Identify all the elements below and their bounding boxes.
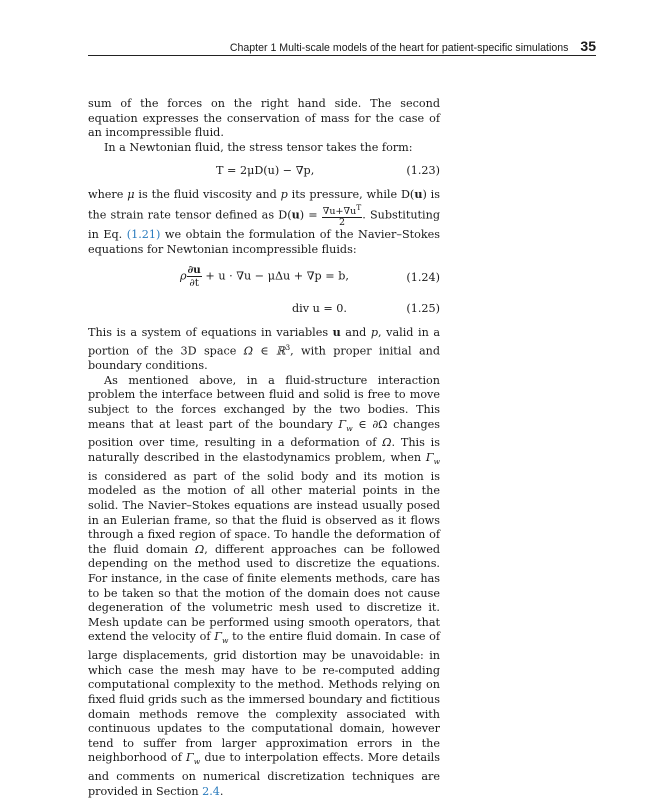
equation-1-25 [88,299,440,320]
equation-1-23 [88,161,440,182]
running-header [88,38,596,54]
paragraph-2: In a Newtonian fluid, the stress tensor takes the form: [104,140,413,154]
equation-1-24-expr: ρ $\frac{\partial u}{\partial t}$ + u · ∇u − μΔu + ∇p = b, [180,264,349,290]
equation-1-23-expr: T = 2μD(u) − ∇p, [216,164,315,178]
header-rule [88,55,596,56]
equation-ref-1-21[interactable]: (1.21) [126,228,161,242]
equation-1-24 [88,263,440,293]
equation-1-25-number: (1.25) [406,302,440,316]
equation-1-23-number: (1.23) [406,164,440,178]
paragraph-5: As mentioned above, in a fluid-structure interaction problem the interface between fluid and solid is free to move subject to the forces exchanged by the two bodies. This means that at least part of the boundary $\Gamma_w$ ∈ ∂Ω changes position over time, resulting in a deformation of Ω. This is naturally described in the elastodynamics problem, when $\Gamma_w$ is considered as part of the solid body and its motion is modeled as the motion of all other material points in the solid. The Navier–Stokes equations are instead usually posed in an Eulerian frame, so that the fluid is observed as it flows through a fixed region of space. To handle the deformation of the fluid domain Ω, different approaches can be followed depending on the method used to discretize the equations. For instance, in the case of finite elements methods, care has to be taken so that the motion of the domain does not cause degeneration of the volumetric mesh used to discretize it. Mesh update can be performed using smooth operators, that extend the velocity of $\Gamma_w$ to the entire fluid domain. In case of large displacements, grid distortion may be unavoidable: in which case the mesh may have to be re-computed adding computational complexity to the method. Methods relying on fixed fluid grids such as the immersed boundary and fictitious domain methods remove the complexity associated with continuous updates to the computational domain, however tend to suffer from larger approximation errors in the neighborhood of $\Gamma_w$ due to interpolation effects. More details and comments on numerical discretization techniques are provided in Section 2.4. [88,373,440,798]
equation-1-24-number: (1.24) [406,271,440,285]
paragraph-3: where μ is the fluid viscosity and p its pressure, while D(u) is the strain rate tensor defined as D(u) = $\frac{\nabla u+\nabla u^T}{2}$ . Substituting in Eq. (1.21) we obtain the formulation of the Navier–Stokes equations for Newtonian incompressible fluids: [88,187,441,256]
page-number: 35 [580,38,596,54]
paragraph-4: This is a system of equations in variables u and p, valid in a portion of the 3D space Ω ∈ ℝ$^3$, with proper initial and boundary conditions. [88,325,440,373]
strain-rate-fraction: $\frac{\nabla u+\nabla u^T}{2}$ [322,202,362,229]
equation-1-25-expr: div u = 0. [292,302,347,316]
chapter-title: Chapter 1 Multi-scale models of the heart for patient-specific simulations [229,42,569,54]
page-body [88,97,440,799]
paragraph-1: sum of the forces on the right hand side. The second equation expresses the conservation of mass for the case of an incompressible fluid. [88,97,440,140]
section-ref-2-4[interactable]: 2.4 [202,784,220,798]
